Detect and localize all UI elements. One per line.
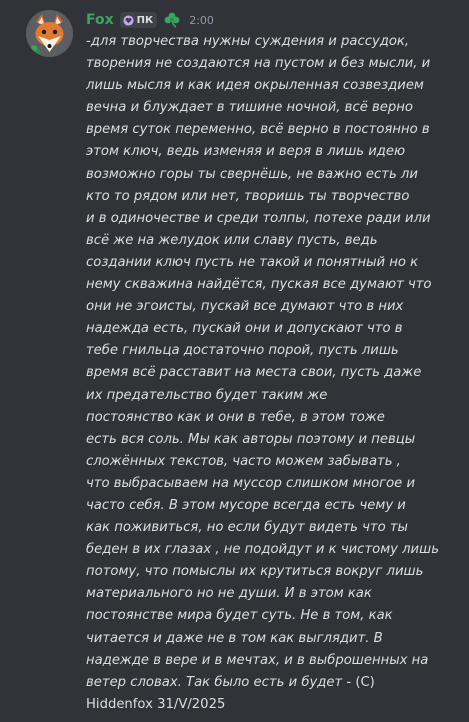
message-line: они не эгоисты, пускай все думают что в них: [86, 299, 404, 315]
message-line: что выбрасываем на муссор слишком многое и: [86, 475, 416, 491]
message-content: [86, 31, 458, 716]
heart-badge-icon: [123, 15, 134, 26]
message-line: потому, что помыслы их крутиться вокруг лишь: [86, 564, 424, 580]
message-line: время всё расставит на места свои, пусть даже: [86, 365, 422, 381]
message-line: время суток переменно, всё верно в постоянно в: [86, 122, 430, 138]
message-line: постоянство как и они в тебе, в этом тоже: [86, 409, 385, 425]
message-line: всё же на желудок или славу пусть, ведь: [86, 232, 378, 248]
message-signature: Hiddenfox 31/V/2025: [86, 696, 226, 712]
message-line: сложённых текстов, часто можем забывать ,: [86, 453, 401, 469]
message-line: и в одиночестве и среди толпы, потехе ради или: [86, 210, 431, 226]
message-line: кто то рядом или нет, творишь ты творчество: [86, 188, 410, 204]
message-line: тебе гнильца достаточно порой, пусть лишь: [86, 343, 399, 359]
message-line: есть вся соль. Мы как авторы поэтому и певцы: [86, 431, 416, 447]
copyright-mark: (C): [355, 674, 375, 690]
message-line: лишь мысля и как идея окрыленная созвездием: [86, 78, 424, 94]
message-line: как поживиться, но если будут видеть что ты: [86, 520, 408, 536]
message-header: [86, 10, 214, 30]
message-line: возможно горы ты свернёшь, не важно есть ли: [86, 166, 418, 182]
message-line: этом ключ, ведь изменяя и веря в лишь идею: [86, 144, 406, 160]
message-line: нему скважина найдётся, пуская все думают что: [86, 277, 432, 293]
message-line: создании ключ пусть не такой и понятный но к: [86, 254, 419, 270]
message-line: вечна и блуждает в тишине ночной, всё верно: [86, 100, 413, 116]
clover-icon[interactable]: [163, 11, 181, 29]
message-line: их предательство будет таким же: [86, 387, 328, 403]
timestamp[interactable]: 2:00: [189, 13, 214, 27]
message-line: материального но не души. И в этом как: [86, 586, 372, 602]
fox-icon: [26, 10, 73, 57]
message-line: надежда есть, пускай они и допускают что в: [86, 321, 403, 337]
message-line: беден в их глазах , не подойдут и к чистому лишь: [86, 542, 439, 558]
message-line: надежде в вере и в мечтах, и в выброшенных на: [86, 652, 429, 668]
fox-avatar[interactable]: [26, 10, 73, 57]
message-line-text: ветер словах. Так было есть и будет -: [86, 674, 356, 690]
message-line: постоянстве мира будет суть. Не в том, как: [86, 608, 393, 624]
message-line-last: [86, 672, 458, 694]
username[interactable]: Fox: [86, 12, 114, 28]
user-tag-label: ПК: [136, 14, 154, 26]
user-tag[interactable]: [120, 12, 158, 28]
message-line: творения не создаются на пустом и без мысли, и: [86, 56, 431, 72]
message-line: читается и даже не в том как выглядит. В: [86, 630, 383, 646]
message-line: -для творчества нужны суждения и рассудок,: [86, 34, 410, 49]
message-line: часто себя. В этом мусоре всегда есть чему и: [86, 497, 406, 513]
